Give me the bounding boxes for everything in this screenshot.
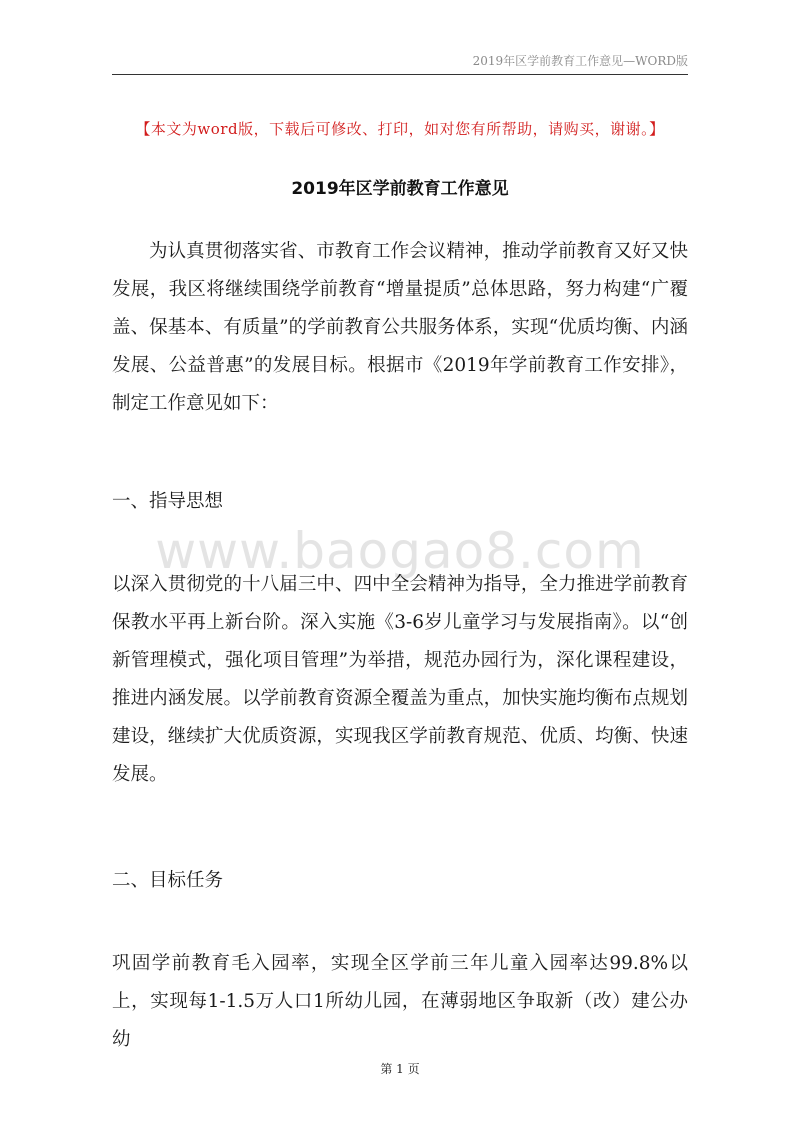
document-title: 2019年区学前教育工作意见 — [291, 179, 509, 199]
download-notice: 【本文为word版，下载后可修改、打印，如对您有所帮助，请购买，谢谢。】 — [135, 120, 665, 138]
intro-paragraph: 为认真贯彻落实省、市教育工作会议精神，推动学前教育又好又快发展，我区将继续围绕学前教育“增量提质”总体思路，努力构建“广覆盖、保基本、有质量”的学前教育公共服务体系，实现“优质均衡、内涵发展、公益普惠”的发展目标。根据市《2019年学前教育工作安排》，制定工作意见如下： — [112, 241, 688, 414]
running-header: 2019年区学前教育工作意见—WORD版 — [472, 54, 688, 68]
section-body-guiding-thought: 以深入贯彻党的十八届三中、四中全会精神为指导，全力推进学前教育保教水平再上新台阶。深入实施《3-6岁儿童学习与发展指南》。以“创新管理模式，强化项目管理”为举措，规范办园行为，深化课程建设，推进内涵发展。以学前教育资源全覆盖为重点，加快实施均衡布点规划建设，继续扩大优质资源，实现我区学前教育规范、优质、均衡、快速发展。 — [112, 574, 688, 785]
watermark: www.baogao8.com — [155, 522, 645, 580]
section-heading-guiding-thought: 一、指导思想 — [112, 491, 224, 512]
page-number: 第 1 页 — [380, 1062, 420, 1076]
header-divider — [112, 74, 688, 75]
section-body-goals: 巩固学前教育毛入园率，实现全区学前三年儿童入园率达99.8%以上，实现每1-1.5万人口1所幼儿园，在薄弱地区争取新（改）建公办幼 — [112, 953, 688, 1050]
section-heading-goals: 二、目标任务 — [112, 870, 224, 891]
